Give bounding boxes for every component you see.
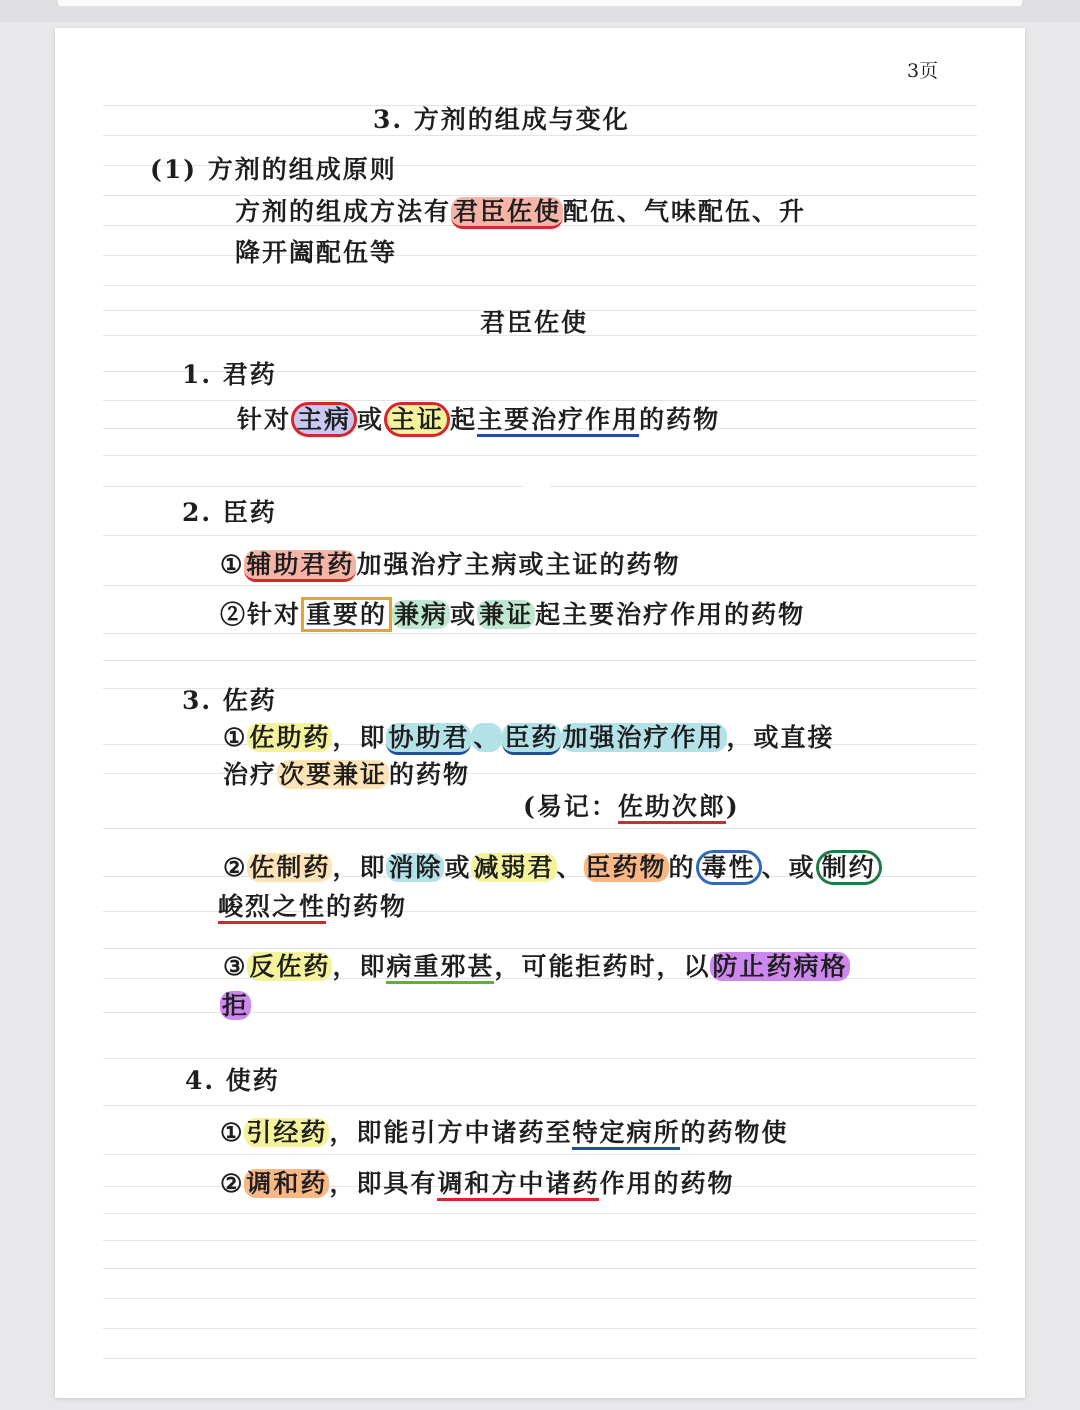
chen-item-1 [220, 548, 680, 582]
text: 起 [450, 405, 478, 434]
page-number: 3页 [907, 60, 939, 82]
text: 的药物 [326, 892, 408, 921]
ruled-line [103, 455, 977, 456]
text: 、 [473, 723, 501, 752]
subtitle: 君臣佐使 [480, 308, 589, 337]
text: 或 [450, 600, 478, 629]
text: 的药物 [389, 760, 471, 789]
highlight-ciyaojianzheng: 次要兼证 [279, 760, 388, 789]
zuo-item-1-line-2 [223, 758, 470, 792]
text: ① [223, 723, 248, 752]
ruled-line [103, 285, 977, 286]
heading-jun: 1. 君药 [182, 360, 277, 389]
highlight-yinjingyao: 引经药 [246, 1118, 328, 1147]
jun-definition [237, 403, 720, 437]
zuo-item-3-line-2 [220, 989, 251, 1023]
section-heading: (1) 方剂的组成原则 [150, 155, 397, 184]
highlight-xiezhujun: 协助君 [386, 723, 471, 755]
text: ① [220, 1118, 245, 1147]
ruled-line [103, 1328, 977, 1329]
text: 、 [556, 853, 584, 882]
ruled-line [103, 1298, 977, 1299]
text: ① [220, 550, 245, 579]
text: 作用的药物 [599, 1169, 735, 1198]
zuo-item-3-line-1 [223, 950, 850, 984]
circled-zhuzheng: 主证 [384, 402, 450, 437]
highlight-junchenzuoshi: 君臣佐使 [451, 197, 563, 229]
ruled-line [103, 1058, 977, 1059]
ruled-line [103, 1154, 977, 1155]
ruled-line [103, 400, 977, 401]
mnemonic [523, 790, 740, 824]
shi-item-1 [220, 1116, 788, 1150]
text: 的药物使 [680, 1118, 789, 1147]
circled-zhiyue: 制约 [816, 850, 882, 885]
underline-tiaohe: 调和方中诸药 [437, 1169, 599, 1201]
intro-text: 方剂的组成方法有 [235, 197, 452, 226]
text: ，即 [332, 853, 387, 882]
highlight-zuozhiyao: 佐制药 [249, 853, 331, 882]
ruled-line [103, 1240, 977, 1241]
shi-item-2 [220, 1167, 734, 1201]
highlight-jianruojun: 减弱君 [473, 853, 555, 882]
highlight-fangzhiyaobingge: 防止药病格 [712, 952, 848, 981]
underline-tedingbingsuo: 特定病所 [572, 1118, 680, 1150]
highlight-tiaoheyao: 调和药 [246, 1169, 328, 1198]
text: (易记： [523, 792, 618, 821]
text: ③ [223, 952, 248, 981]
highlight-xiaochu: 消除 [388, 853, 443, 882]
ruled-line [103, 1358, 977, 1359]
circled-zhubing: 主病 [291, 402, 357, 437]
highlight-fuzhujunyao: 辅助君药 [244, 550, 356, 582]
heading-shi: 4. 使药 [185, 1066, 280, 1095]
zuo-item-2-line-1 [223, 851, 882, 885]
text: 或 [357, 405, 385, 434]
underline-mnemonic: 佐助次郎 [618, 792, 726, 824]
zuo-item-1-line-1 [223, 721, 835, 755]
highlight-ju: 拒 [222, 991, 250, 1020]
ruled-line [103, 948, 977, 949]
heading-zuo: 3. 佐药 [182, 686, 277, 715]
highlight-chenyaowu: 臣药物 [585, 853, 667, 882]
ruled-line [103, 1105, 977, 1106]
circled-duxing: 毒性 [696, 850, 762, 885]
text: ，或直接 [726, 723, 835, 752]
zuo-item-2-line-2 [218, 890, 407, 924]
page-title: 3. 方剂的组成与变化 [373, 105, 630, 134]
highlight-jianbing: 兼病 [394, 600, 449, 629]
highlight-zuozhuyao: 佐助药 [249, 723, 331, 752]
text: ) [725, 792, 740, 821]
text: 的 [668, 853, 696, 882]
text: ，即 [332, 952, 387, 981]
ruled-line [103, 660, 977, 661]
underline-bingzhongxieshen: 病重邪甚 [386, 952, 494, 984]
ruled-line [103, 633, 977, 634]
intro-line-1 [235, 195, 806, 229]
intro-text: 配伍、气味配伍、升 [563, 197, 807, 226]
ruled-line [103, 535, 977, 536]
ruled-line [103, 1268, 977, 1269]
text: ，即 [332, 723, 387, 752]
ruled-line [550, 486, 977, 487]
notebook-page [55, 28, 1025, 1398]
intro-line-2: 降开阖配伍等 [235, 238, 398, 267]
boxed-zhongyaode: 重要的 [301, 597, 392, 632]
highlight-chenyao: 臣药 [502, 723, 560, 755]
text: 或 [444, 853, 472, 882]
text: 、或 [761, 853, 816, 882]
text: ，即具有 [329, 1169, 438, 1198]
underline-junliezhixing: 峻烈之性 [218, 892, 326, 924]
previous-page-edge [0, 0, 1080, 22]
highlight-jianzheng: 兼证 [479, 600, 534, 629]
underline-main-effect: 主要治疗作用 [477, 405, 639, 437]
ruled-line [103, 1213, 977, 1214]
text: ②针对 [220, 600, 302, 629]
text: ② [223, 853, 248, 882]
text: 加强治疗主病或主证的药物 [356, 550, 681, 579]
ruled-line [103, 585, 977, 586]
chen-item-2 [220, 598, 805, 632]
text: 治疗 [223, 760, 278, 789]
ruled-line [103, 828, 977, 829]
ruled-line [103, 486, 523, 487]
text: 起主要治疗作用的药物 [535, 600, 806, 629]
text: 针对 [237, 405, 292, 434]
heading-chen: 2. 臣药 [182, 498, 277, 527]
highlight-fanzuoyao: 反佐药 [249, 952, 331, 981]
text: 的药物 [639, 405, 721, 434]
text: ，可能拒药时，以 [494, 952, 711, 981]
text: ，即能引方中诸药至 [329, 1118, 573, 1147]
text: ② [220, 1169, 245, 1198]
highlight-enhance-effect: 加强治疗作用 [562, 723, 725, 752]
